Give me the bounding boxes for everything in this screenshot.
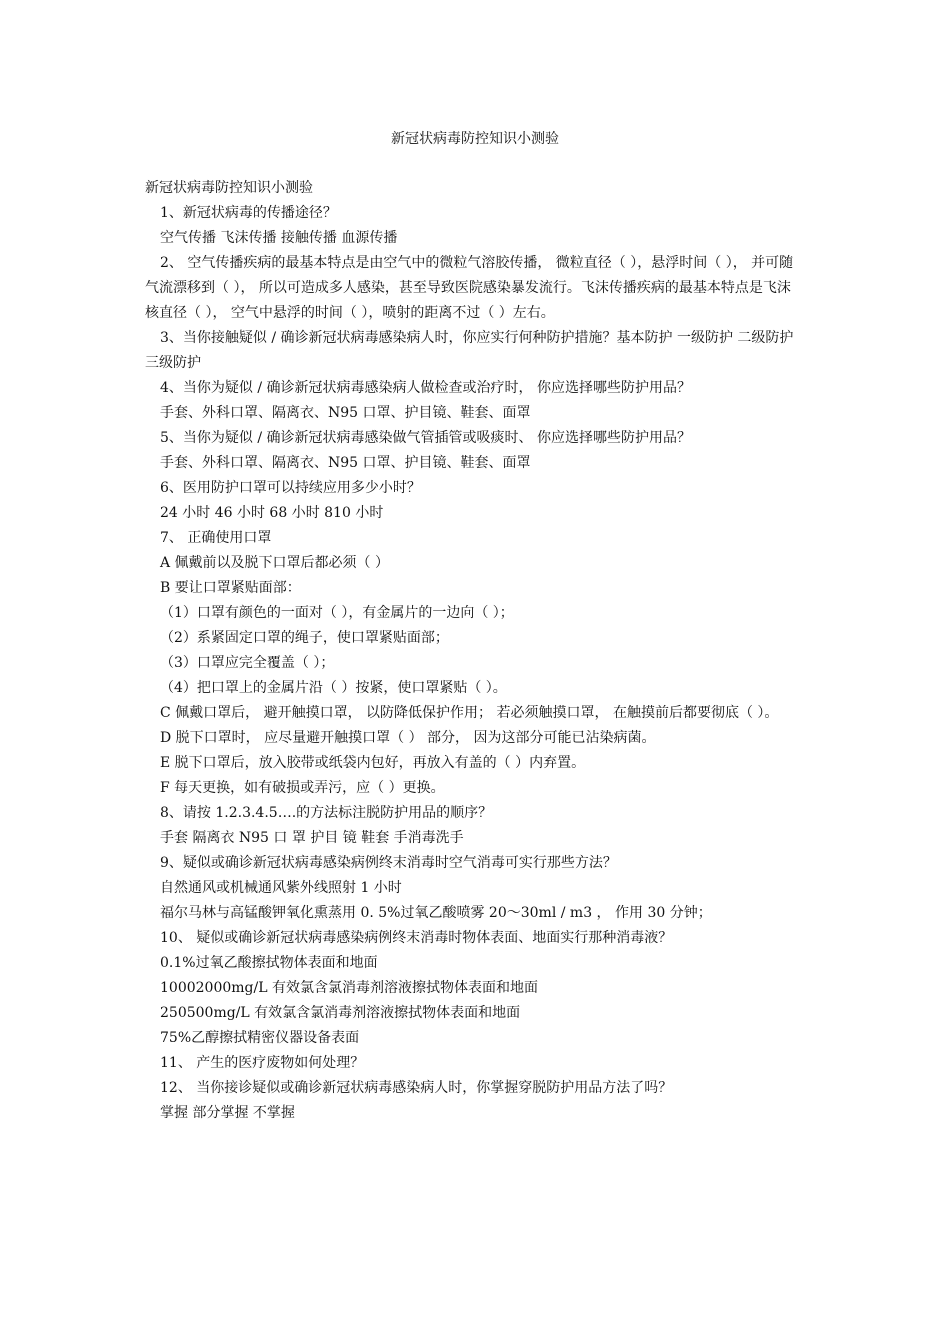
answer-9-a: 自然通风或机械通风紫外线照射 1 小时 — [160, 880, 402, 896]
question-6: 6、医用防护口罩可以持续应用多少小时？ — [160, 480, 421, 496]
question-8: 8、请按 1.2.3.4.5….的方法标注脱防护用品的顺序？ — [160, 805, 493, 821]
document-subtitle: 新冠状病毒防控知识小测验 — [145, 180, 313, 196]
question-7-e: E 脱下口罩后，放入胶带或纸袋内包好，再放入有盖的（ ）内弃置。 — [160, 755, 586, 771]
question-4: 4、当你为疑似 / 确诊新冠状病毒感染病人做检查或治疗时， 你应选择哪些防护用品？ — [160, 380, 691, 396]
question-7: 7、 正确使用口罩 — [160, 530, 272, 546]
answer-9-b: 福尔马林与高锰酸钾氧化熏蒸用 0. 5%过氧乙酸喷雾 20～30ml / m3 ， 作用 30 分钟； — [160, 905, 712, 921]
answer-6: 24 小时 46 小时 68 小时 810 小时 — [160, 505, 384, 521]
answer-1: 空气传播 飞沫传播 接触传播 血源传播 — [160, 230, 398, 246]
question-5: 5、当你为疑似 / 确诊新冠状病毒感染做气管插管或吸痰时、 你应选择哪些防护用品？ — [160, 430, 691, 446]
question-11: 11、 产生的医疗废物如何处理？ — [160, 1055, 365, 1071]
document-title: 新冠状病毒防控知识小测验 — [391, 131, 559, 147]
question-7-f: F 每天更换，如有破损或弄污，应（ ）更换。 — [160, 780, 445, 796]
question-12: 12、 当你接诊疑似或确诊新冠状病毒感染病人时，你掌握穿脱防护用品方法了吗？ — [160, 1080, 673, 1096]
question-7-b-2: （2）系紧固定口罩的绳子，使口罩紧贴面部； — [160, 630, 449, 646]
answer-10-d: 75%乙醇擦拭精密仪器设备表面 — [160, 1030, 360, 1046]
answer-5: 手套、外科口罩、隔离衣、N95 口罩、护目镜、鞋套、面罩 — [160, 455, 531, 471]
answer-10-b: 10002000mg/L 有效氯含氯消毒剂溶液擦拭物体表面和地面 — [160, 980, 538, 996]
question-10: 10、 疑似或确诊新冠状病毒感染病例终末消毒时物体表面、地面实行那种消毒液？ — [160, 930, 673, 946]
answer-12: 掌握 部分掌握 不掌握 — [160, 1105, 295, 1121]
question-9: 9、疑似或确诊新冠状病毒感染病例终末消毒时空气消毒可实行那些方法？ — [160, 855, 617, 871]
answer-10-c: 250500mg/L 有效氯含氯消毒剂溶液擦拭物体表面和地面 — [160, 1005, 521, 1021]
answer-10-a: 0.1%过氧乙酸擦拭物体表面和地面 — [160, 955, 378, 971]
question-7-d: D 脱下口罩时， 应尽量避开触摸口罩（ ） 部分， 因为这部分可能已沾染病菌。 — [160, 730, 656, 746]
question-7-b-3: （3）口罩应完全覆盖（ ）； — [160, 655, 335, 671]
question-2: 2、 空气传播疾病的最基本特点是由空气中的微粒气溶胶传播， 微粒直径（ ），悬浮时间（ ）， 并可随气流漂移到（ ）， 所以可造成多人感染，甚至导致医院感染暴发流行。飞沫传播疾病的最基本特点是飞沫核直径（ ）， 空气中悬浮的时间（ ），喷射的距离不过（ ）左右。 — [145, 255, 794, 321]
question-7-b: B 要让口罩紧贴面部： — [160, 580, 301, 596]
document-body — [145, 176, 800, 1126]
question-3: 3、当你接触疑似 / 确诊新冠状病毒感染病人时，你应实行何种防护措施？基本防护 一级防护 二级防护 三级防护 — [145, 330, 794, 371]
question-7-c: C 佩戴口罩后， 避开触摸口罩， 以防降低保护作用； 若必须触摸口罩， 在触摸前后都要彻底（ ）。 — [160, 705, 779, 721]
answer-4: 手套、外科口罩、隔离衣、N95 口罩、护目镜、鞋套、面罩 — [160, 405, 531, 421]
question-7-a: A 佩戴前以及脱下口罩后都必须（ ） — [160, 555, 390, 571]
question-7-b-1: （1）口罩有颜色的一面对（ ），有金属片的一边向（ ）； — [160, 605, 514, 621]
question-7-b-4: （4）把口罩上的金属片沿（ ）按紧，使口罩紧贴（ ）。 — [160, 680, 507, 696]
question-1: 1、新冠状病毒的传播途径？ — [160, 205, 337, 221]
answer-8: 手套 隔离衣 N95 口 罩 护目 镜 鞋套 手消毒洗手 — [160, 830, 464, 846]
